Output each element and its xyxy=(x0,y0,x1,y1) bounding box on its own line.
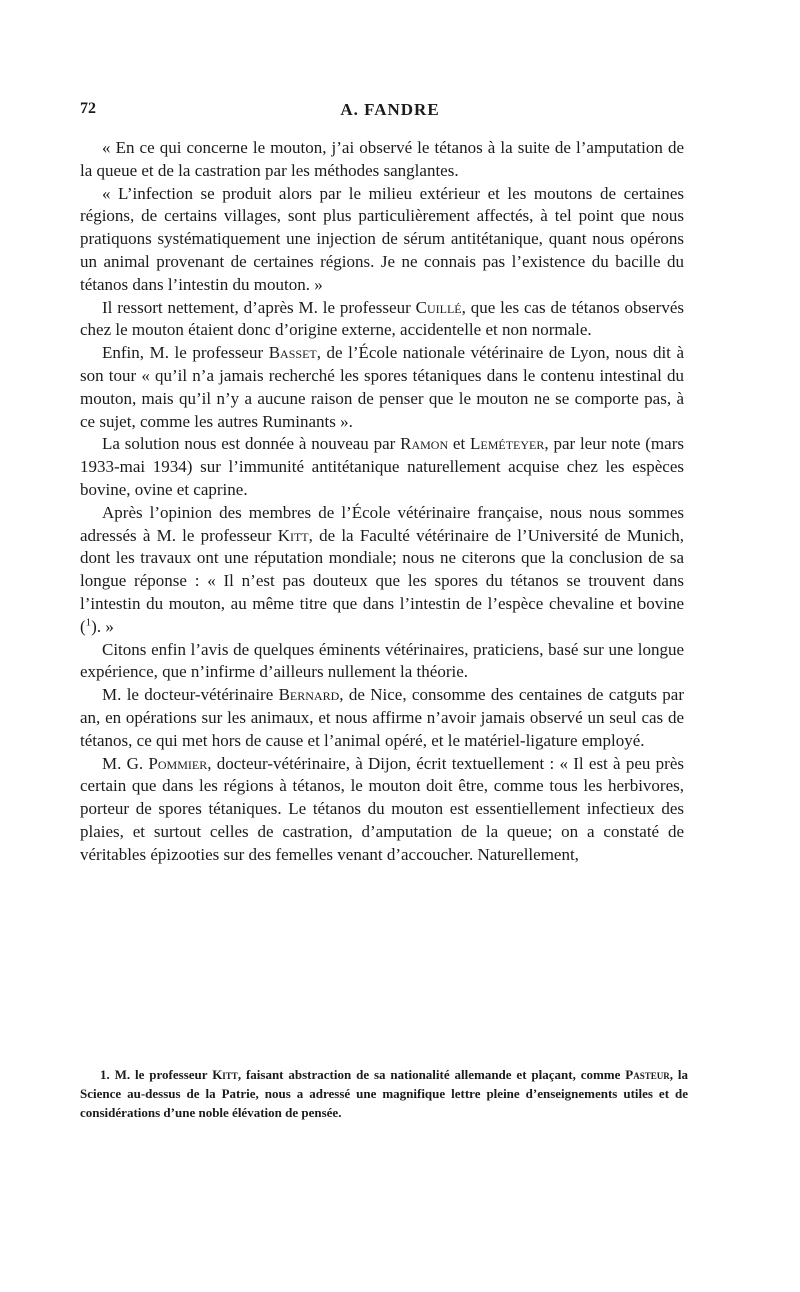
paragraph xyxy=(80,137,684,183)
paragraph-text: « En ce qui concerne le mouton, j’ai observé le tétanos à la suite de l’amputation de la queue et de la castration par les méthodes sanglantes. xyxy=(80,138,684,180)
paragraph-text: Citons enfin l’avis de quelques éminents vétérinaires, praticiens, basé sur une longue expérience, que n’infirme d’ailleurs nullement la théorie. xyxy=(80,639,684,682)
paragraph-text: ). » xyxy=(91,616,114,636)
person-name: Kitt xyxy=(277,525,309,545)
footnote-text xyxy=(80,1065,688,1122)
paragraph-text: « L’infection se produit alors par le milieu extérieur et les moutons de certaines régions, de certains villages, sont plus particulièrement affectés, à tel point que nous pratiquons systématiquement une injection de sérum antitétanique, quant nous opérons un animal provenant de certaines régions. Je ne connais pas l’existence du bacille du tétanos dans l’intestin du mouton. » xyxy=(80,183,684,294)
person-name: Cuillé xyxy=(415,297,462,317)
body-text xyxy=(80,137,684,867)
footnote-reference[interactable]: 1 xyxy=(85,616,92,629)
person-name: Leméteyer xyxy=(470,434,545,454)
paragraph-text: , par leur note (mars 1933-mai 1934) sur l’immunité antitétanique naturellement acquise chez les espèces bovine, ovine et caprine. xyxy=(80,434,684,499)
paragraph-text: Enfin, M. le professeur xyxy=(102,343,269,363)
paragraph-text: Il ressort nettement, d’après M. le professeur xyxy=(102,297,416,317)
person-name: Pasteur xyxy=(625,1067,670,1082)
paragraph xyxy=(80,297,684,343)
paragraph-text: M. le docteur-vétérinaire xyxy=(102,685,279,705)
paragraph xyxy=(80,684,684,752)
paragraph-text: , de l’École nationale vétérinaire de Lyon, nous dit à son tour « qu’il n’a jamais recherché les spores tétaniques dans le contenu intestinal du mouton, mais qu’il n’y a aucune raison de penser que le mouton ne se comporte pas, à ce sujet, comme les autres Ruminants ». xyxy=(80,343,684,431)
paragraph-text: , de Nice, consomme des centaines de catguts par an, en opérations sur les animaux, et nous affirme n’avoir jamais observé un seul cas de tétanos, ce qui met hors de cause et l’animal opéré, et le matériel-ligature employé. xyxy=(80,685,684,750)
paragraph-text: , docteur-vétérinaire, à Dijon, écrit textuellement : « Il est à peu près certain que dans les régions à tétanos, le mouton doit être, comme tous les herbivores, porteur de spores tétaniques. Le tétanos du mouton est essentiellement infectieux des plaies, et surtout celles de castration, d’amputation de la queue; on a constaté de véritables épizooties sur des femelles venant d’accoucher. Naturellement, xyxy=(80,753,684,864)
person-name: Ramon xyxy=(400,434,449,454)
footnote-segment: , faisant abstraction de sa nationalité allemande et plaçant, comme xyxy=(237,1067,626,1082)
paragraph-text: , que les cas de tétanos observés chez le mouton étaient donc d’origine externe, accidentelle et non normale. xyxy=(80,297,684,340)
paragraph xyxy=(80,433,684,501)
running-head: A. FANDRE xyxy=(340,100,440,119)
footnote-segment: 1. M. le professeur xyxy=(100,1067,213,1082)
paragraph-text: M. G. xyxy=(102,753,149,773)
person-name: Basset xyxy=(268,343,317,363)
paragraph-text: , de la Faculté vétérinaire de l’Université de Munich, dont les travaux ont une réputation mondiale; nous ne citerons que la conclusion de sa longue réponse : « Il n’est pas douteux que les spores du tétanos se trouvent dans l’intestin du mouton, au même titre que dans l’intestin de l’espèce chevaline et bovine ( xyxy=(80,525,684,636)
page-header xyxy=(80,100,700,130)
paragraph xyxy=(80,753,684,867)
paragraph-text: et xyxy=(448,434,471,454)
person-name: Pommier xyxy=(148,753,208,773)
person-name: Kitt xyxy=(212,1067,238,1082)
footnote xyxy=(80,1065,688,1122)
page-number: 72 xyxy=(80,100,96,117)
paragraph xyxy=(80,342,684,433)
paragraph-text: Après l’opinion des membres de l’École vétérinaire française, nous nous sommes adressés à M. le professeur xyxy=(80,502,684,545)
paragraph xyxy=(80,183,684,297)
footnote-segment: , la Science au-dessus de la Patrie, nous a adressé une magnifique lettre pleine d’enseignements utiles et de considérations d’une noble élévation de pensée. xyxy=(80,1067,688,1120)
paragraph xyxy=(80,502,684,639)
person-name: Bernard xyxy=(278,685,340,705)
paragraph xyxy=(80,639,684,685)
paragraph-text: La solution nous est donnée à nouveau par xyxy=(102,434,401,454)
